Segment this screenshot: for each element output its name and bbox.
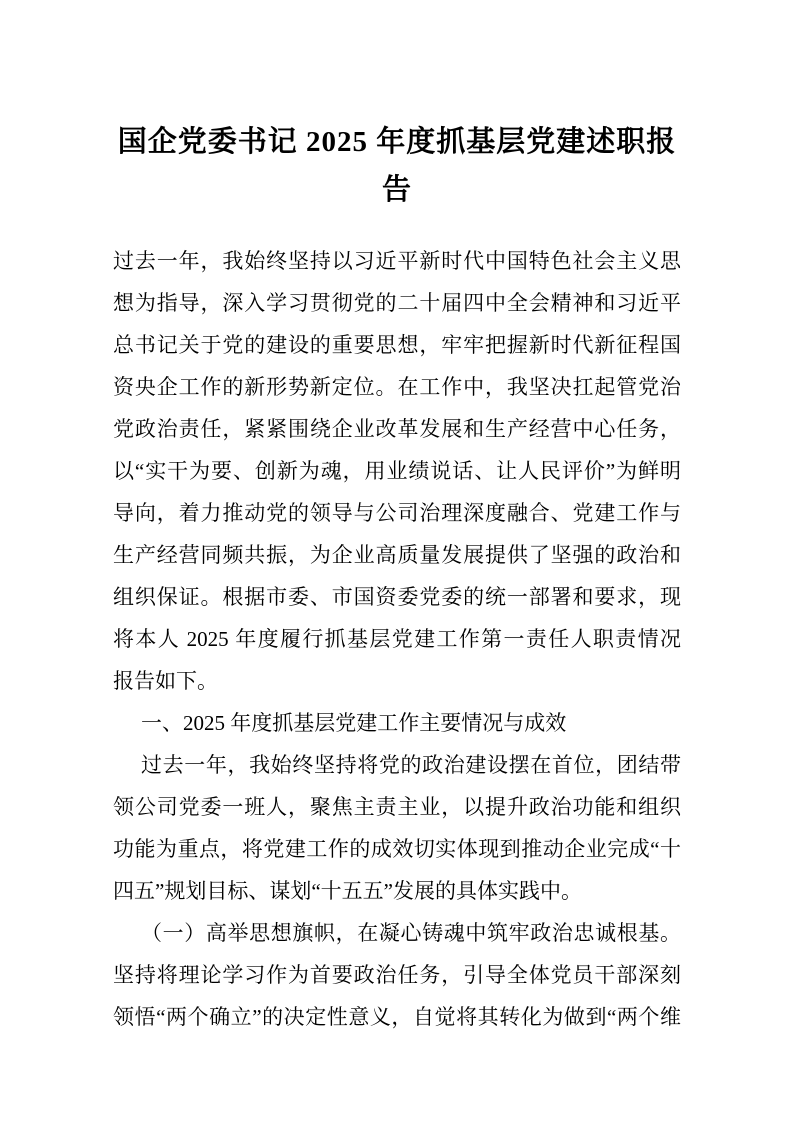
body-paragraph-line: （一）高举思想旗帜，在凝心铸魂中筑牢政治忠诚根基。: [141, 921, 681, 945]
body-paragraph-line: 过去一年，我始终坚持将党的政治建设摆在首位，团结带: [141, 753, 681, 777]
body-paragraph-line: 四五”规划目标、谋划“十五五”发展的具体实践中。: [113, 879, 582, 903]
body-paragraph-line: 领悟“两个确立”的决定性意义，自觉将其转化为做到“两个维: [113, 1005, 681, 1029]
section-heading-line: 一、2025 年度抓基层党建工作主要情况与成效: [141, 711, 567, 735]
body-paragraph-line: 组织保证。根据市委、市国资委党委的统一部署和要求，现: [113, 585, 681, 609]
document-title-line-2: 告: [381, 174, 412, 206]
body-paragraph-line: 过去一年，我始终坚持以习近平新时代中国特色社会主义思: [113, 249, 681, 273]
body-paragraph-line: 以“实干为要、创新为魂，用业绩说话、让人民评价”为鲜明: [113, 459, 681, 483]
body-paragraph-line: 领公司党委一班人，聚焦主责主业，以提升政治功能和组织: [113, 795, 681, 819]
body-paragraph-line: 资央企工作的新形势新定位。在工作中，我坚决扛起管党治: [113, 375, 681, 399]
document-body: [113, 240, 681, 1038]
document-title-line-1: 国企党委书记 2025 年度抓基层党建述职报: [117, 126, 677, 158]
body-paragraph-line: 想为指导，深入学习贯彻党的二十届四中全会精神和习近平: [113, 291, 681, 315]
body-paragraph-line: 报告如下。: [113, 669, 218, 693]
body-paragraph-line: 功能为重点，将党建工作的成效切实体现到推动企业完成“十: [113, 837, 681, 861]
body-paragraph-line: 生产经营同频共振，为企业高质量发展提供了坚强的政治和: [113, 543, 681, 567]
body-paragraph-line: 党政治责任，紧紧围绕企业改革发展和生产经营中心任务，: [113, 417, 681, 441]
body-paragraph-line: 总书记关于党的建设的重要思想，牢牢把握新时代新征程国: [113, 333, 681, 357]
body-paragraph-line: 坚持将理论学习作为首要政治任务，引导全体党员干部深刻: [113, 963, 681, 987]
body-paragraph-line: 导向，着力推动党的领导与公司治理深度融合、党建工作与: [113, 501, 681, 525]
document-title: [113, 118, 681, 214]
body-paragraph-line: 将本人 2025 年度履行抓基层党建工作第一责任人职责情况: [113, 627, 681, 651]
